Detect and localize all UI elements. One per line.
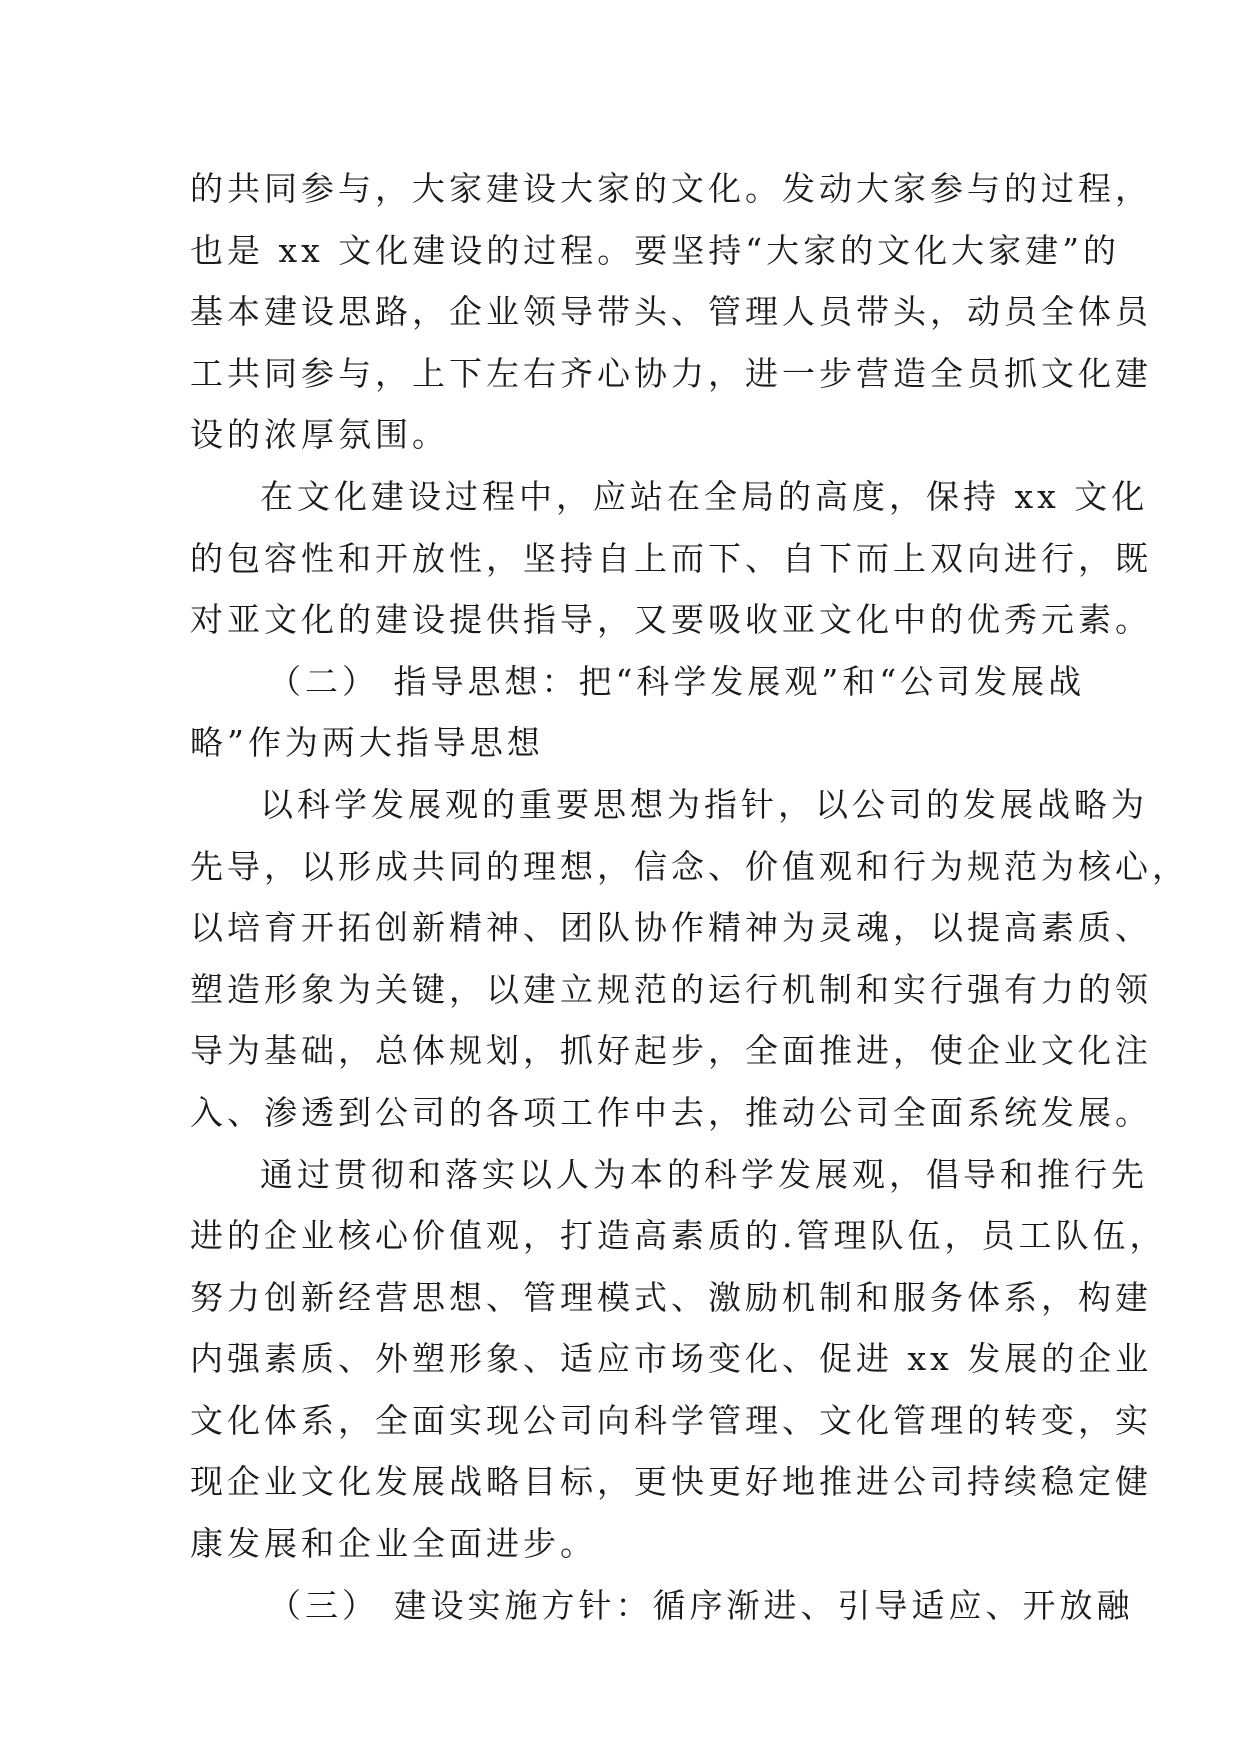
text-line: 康发展和企业全面进步。	[190, 1524, 597, 1564]
text-line: 先导，以形成共同的理想，信念、价值观和行为规范为核心，	[190, 846, 1189, 886]
text-line: 努力创新经营思想、管理模式、激励机制和服务体系，构建	[190, 1277, 1152, 1317]
section-heading-line: （三） 建设实施方针：循序渐进、引导适应、开放融	[268, 1585, 1134, 1625]
text-line: 以培育开拓创新精神、团队协作精神为灵魂，以提高素质、	[190, 908, 1152, 948]
text-line: 设的浓厚氛围。	[190, 415, 449, 455]
text-line: 入、渗透到公司的各项工作中去，推动公司全面系统发展。	[190, 1092, 1152, 1132]
text-line: 的包容性和开放性，坚持自上而下、自下而上双向进行，既	[190, 538, 1152, 578]
text-line: 以科学发展观的重要思想为指针，以公司的发展战略为	[260, 784, 1148, 824]
text-line: 进的企业核心价值观，打造高素质的.管理队伍，员工队伍，	[190, 1216, 1167, 1256]
section-heading-line: （二） 指导思想：把“科学发展观”和“公司发展战	[268, 661, 1086, 701]
text-line: 塑造形象为关键，以建立规范的运行机制和实行强有力的领	[190, 969, 1152, 1009]
text-line: 的共同参与，大家建设大家的文化。发动大家参与的过程，	[190, 169, 1152, 208]
text-line: 现企业文化发展战略目标，更快更好地推进公司持续稳定健	[190, 1462, 1152, 1502]
text-line: 对亚文化的建设提供指导，又要吸收亚文化中的优秀元素。	[190, 600, 1152, 640]
text-line: 文化体系，全面实现公司向科学管理、文化管理的转变，实	[190, 1400, 1152, 1440]
text-line: 也是 xx 文化建设的过程。要坚持“大家的文化大家建”的	[190, 230, 1120, 270]
text-line: 工共同参与，上下左右齐心协力，进一步营造全员抓文化建	[190, 353, 1152, 393]
text-line: 通过贯彻和落实以人为本的科学发展观，倡导和推行先	[260, 1154, 1148, 1194]
text-line: 基本建设思路，企业领导带头、管理人员带头，动员全体员	[190, 292, 1152, 332]
document-body	[190, 158, 1189, 1636]
text-line: 在文化建设过程中，应站在全局的高度，保持 xx 文化	[260, 476, 1149, 516]
text-line: 略”作为两大指导思想	[190, 723, 544, 763]
text-line: 内强素质、外塑形象、适应市场变化、促进 xx 发展的企业	[190, 1339, 1153, 1379]
text-line: 导为基础，总体规划，抓好起步，全面推进，使企业文化注	[190, 1031, 1152, 1071]
